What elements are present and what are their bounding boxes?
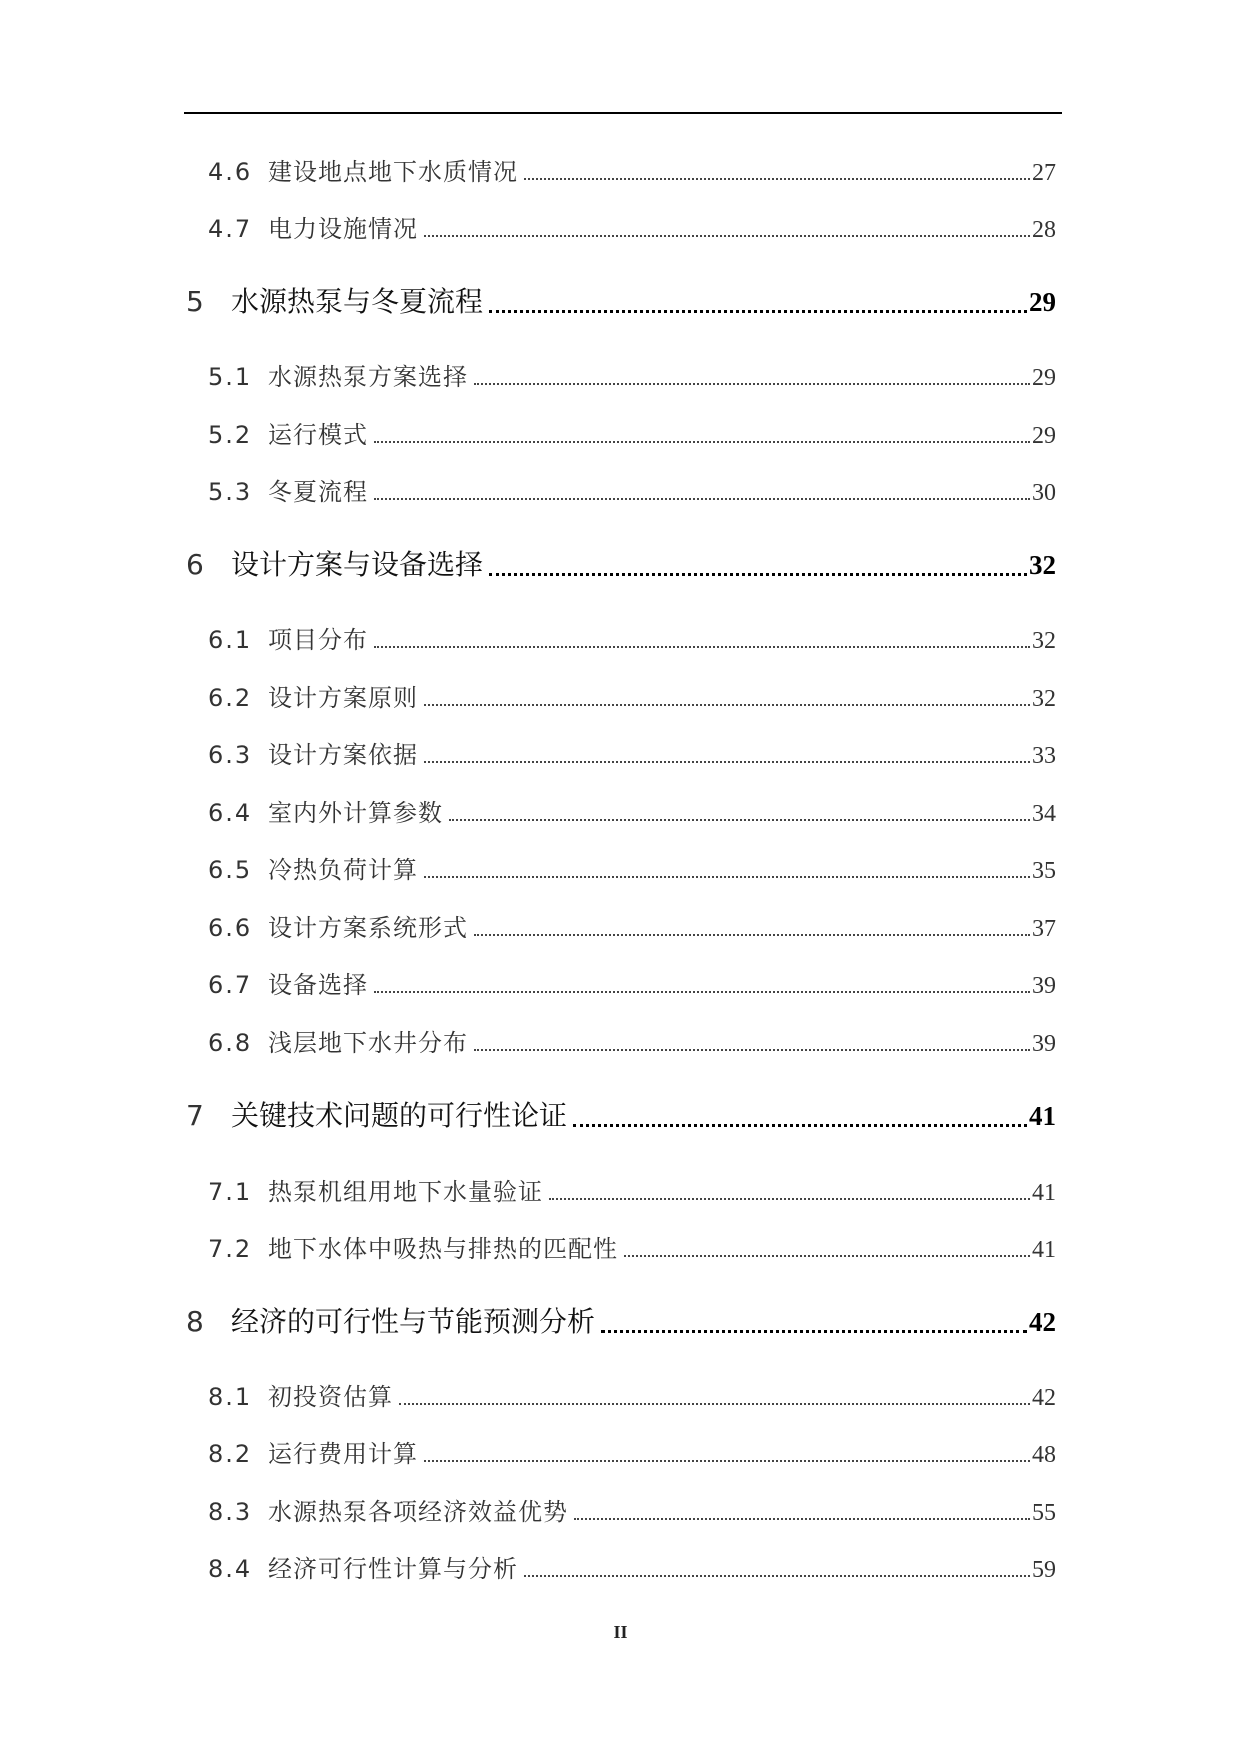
toc-chapter-title: 经济的可行性与节能预测分析 [231, 1305, 596, 1338]
toc-entry-number: 6.6 [208, 914, 253, 942]
toc-entry-title: 运行费用计算 [268, 1440, 418, 1468]
toc-entry-page: 39 [1032, 973, 1056, 999]
dot-leader [524, 178, 1030, 180]
toc-chapter-5[interactable] [186, 280, 1056, 320]
toc-entry-number: 8.1 [208, 1383, 253, 1411]
toc-chapter-8[interactable] [186, 1300, 1056, 1340]
dot-leader [374, 991, 1030, 993]
toc-entry-number: 7.2 [208, 1235, 253, 1263]
toc-entry-page: 29 [1032, 423, 1056, 449]
toc-entry-page: 59 [1032, 1557, 1056, 1583]
toc-chapter-page: 29 [1029, 287, 1056, 317]
toc-entry-number: 8.3 [208, 1498, 253, 1526]
toc-entry-5-1[interactable] [208, 357, 1056, 392]
toc-entry-page: 28 [1032, 217, 1056, 243]
dot-leader [374, 441, 1030, 443]
toc-entry-page: 34 [1032, 801, 1056, 827]
toc-entry-number: 4.7 [208, 215, 253, 243]
dot-leader [424, 1460, 1030, 1462]
toc-entry-4-7[interactable] [208, 209, 1056, 244]
dot-leader [624, 1255, 1030, 1257]
toc-chapter-title: 水源热泵与冬夏流程 [231, 285, 484, 318]
toc-chapter-title: 关键技术问题的可行性论证 [231, 1099, 568, 1132]
toc-entry-8-2[interactable] [208, 1434, 1056, 1469]
toc-entry-8-3[interactable] [208, 1492, 1056, 1527]
toc-entry-6-3[interactable] [208, 735, 1056, 770]
toc-entry-title: 冷热负荷计算 [268, 856, 418, 884]
toc-entry-6-2[interactable] [208, 678, 1056, 713]
dot-leader [474, 1049, 1030, 1051]
toc-entry-number: 5.3 [208, 478, 253, 506]
dot-leader [474, 383, 1030, 385]
dot-leader [489, 573, 1027, 576]
dot-leader [489, 310, 1027, 313]
toc-chapter-number: 7 [186, 1099, 206, 1132]
dot-leader [424, 876, 1030, 878]
toc-chapter-page: 32 [1029, 550, 1056, 580]
dot-leader [424, 235, 1030, 237]
toc-chapter-number: 8 [186, 1305, 206, 1338]
toc-entry-number: 6.1 [208, 626, 253, 654]
toc-entry-6-8[interactable] [208, 1023, 1056, 1058]
toc-entry-number: 5.1 [208, 363, 253, 391]
toc-entry-page: 32 [1032, 628, 1056, 654]
toc-chapter-page: 42 [1029, 1307, 1056, 1337]
toc-entry-title: 设计方案依据 [268, 741, 418, 769]
toc-entry-page: 32 [1032, 686, 1056, 712]
dot-leader [374, 498, 1030, 500]
toc-entry-title: 冬夏流程 [268, 478, 368, 506]
toc-entry-number: 4.6 [208, 158, 253, 186]
toc-entry-page: 37 [1032, 916, 1056, 942]
toc-entry-title: 热泵机组用地下水量验证 [268, 1178, 543, 1206]
toc-entry-page: 33 [1032, 743, 1056, 769]
toc-entry-title: 电力设施情况 [268, 215, 418, 243]
toc-entry-number: 6.4 [208, 799, 253, 827]
toc-entry-number: 8.2 [208, 1440, 253, 1468]
toc-entry-6-6[interactable] [208, 908, 1056, 943]
toc-entry-number: 8.4 [208, 1555, 253, 1583]
toc-entry-page: 55 [1032, 1500, 1056, 1526]
dot-leader [549, 1198, 1030, 1200]
toc-entry-6-5[interactable] [208, 850, 1056, 885]
dot-leader [449, 819, 1030, 821]
toc-chapter-6[interactable] [186, 543, 1056, 583]
toc-entry-number: 6.3 [208, 741, 253, 769]
dot-leader [399, 1403, 1030, 1405]
toc-entry-title: 经济可行性计算与分析 [268, 1555, 518, 1583]
dot-leader [474, 934, 1030, 936]
toc-entry-8-4[interactable] [208, 1549, 1056, 1584]
toc-entry-number: 6.7 [208, 971, 253, 999]
toc-entry-number: 6.5 [208, 856, 253, 884]
toc-entry-page: 41 [1032, 1237, 1056, 1263]
toc-chapter-number: 5 [186, 285, 206, 318]
dot-leader [601, 1330, 1027, 1333]
toc-entry-title: 水源热泵各项经济效益优势 [268, 1498, 568, 1526]
toc-entry-page: 35 [1032, 858, 1056, 884]
footer-page-number: II [613, 1622, 628, 1642]
toc-entry-title: 建设地点地下水质情况 [268, 158, 518, 186]
toc-entry-title: 地下水体中吸热与排热的匹配性 [268, 1235, 618, 1263]
toc-entry-5-3[interactable] [208, 472, 1056, 507]
toc-chapter-title: 设计方案与设备选择 [231, 548, 484, 581]
dot-leader [374, 646, 1030, 648]
toc-entry-5-2[interactable] [208, 415, 1056, 450]
toc-entry-7-2[interactable] [208, 1229, 1056, 1264]
toc-entry-number: 7.1 [208, 1178, 253, 1206]
toc-entry-6-1[interactable] [208, 620, 1056, 655]
toc-entry-title: 设计方案原则 [268, 684, 418, 712]
toc-entry-page: 30 [1032, 480, 1056, 506]
toc-entry-6-4[interactable] [208, 793, 1056, 828]
toc-chapter-7[interactable] [186, 1094, 1056, 1134]
toc-entry-8-1[interactable] [208, 1377, 1056, 1412]
toc-entry-title: 运行模式 [268, 421, 368, 449]
toc-entry-page: 39 [1032, 1031, 1056, 1057]
toc-entry-page: 29 [1032, 365, 1056, 391]
toc-chapter-number: 6 [186, 548, 206, 581]
toc-entry-title: 设备选择 [268, 971, 368, 999]
dot-leader [573, 1124, 1027, 1127]
toc-entry-title: 设计方案系统形式 [268, 914, 468, 942]
toc-entry-title: 初投资估算 [268, 1383, 393, 1411]
toc-entry-page: 27 [1032, 160, 1056, 186]
toc-entry-page: 48 [1032, 1442, 1056, 1468]
toc-entry-title: 室内外计算参数 [268, 799, 443, 827]
toc-chapter-page: 41 [1029, 1101, 1056, 1131]
toc-entry-4-6[interactable] [208, 152, 1056, 187]
dot-leader [574, 1518, 1030, 1520]
toc-entry-page: 42 [1032, 1385, 1056, 1411]
toc-entry-title: 浅层地下水井分布 [268, 1029, 468, 1057]
dot-leader [424, 704, 1030, 706]
toc-entry-title: 水源热泵方案选择 [268, 363, 468, 391]
toc-entry-number: 6.8 [208, 1029, 253, 1057]
toc-entry-page: 41 [1032, 1180, 1056, 1206]
dot-leader [424, 761, 1030, 763]
toc-entry-number: 6.2 [208, 684, 253, 712]
toc-entry-7-1[interactable] [208, 1172, 1056, 1207]
toc-entry-title: 项目分布 [268, 626, 368, 654]
toc-entry-6-7[interactable] [208, 965, 1056, 1000]
toc-entry-number: 5.2 [208, 421, 253, 449]
dot-leader [524, 1575, 1030, 1577]
